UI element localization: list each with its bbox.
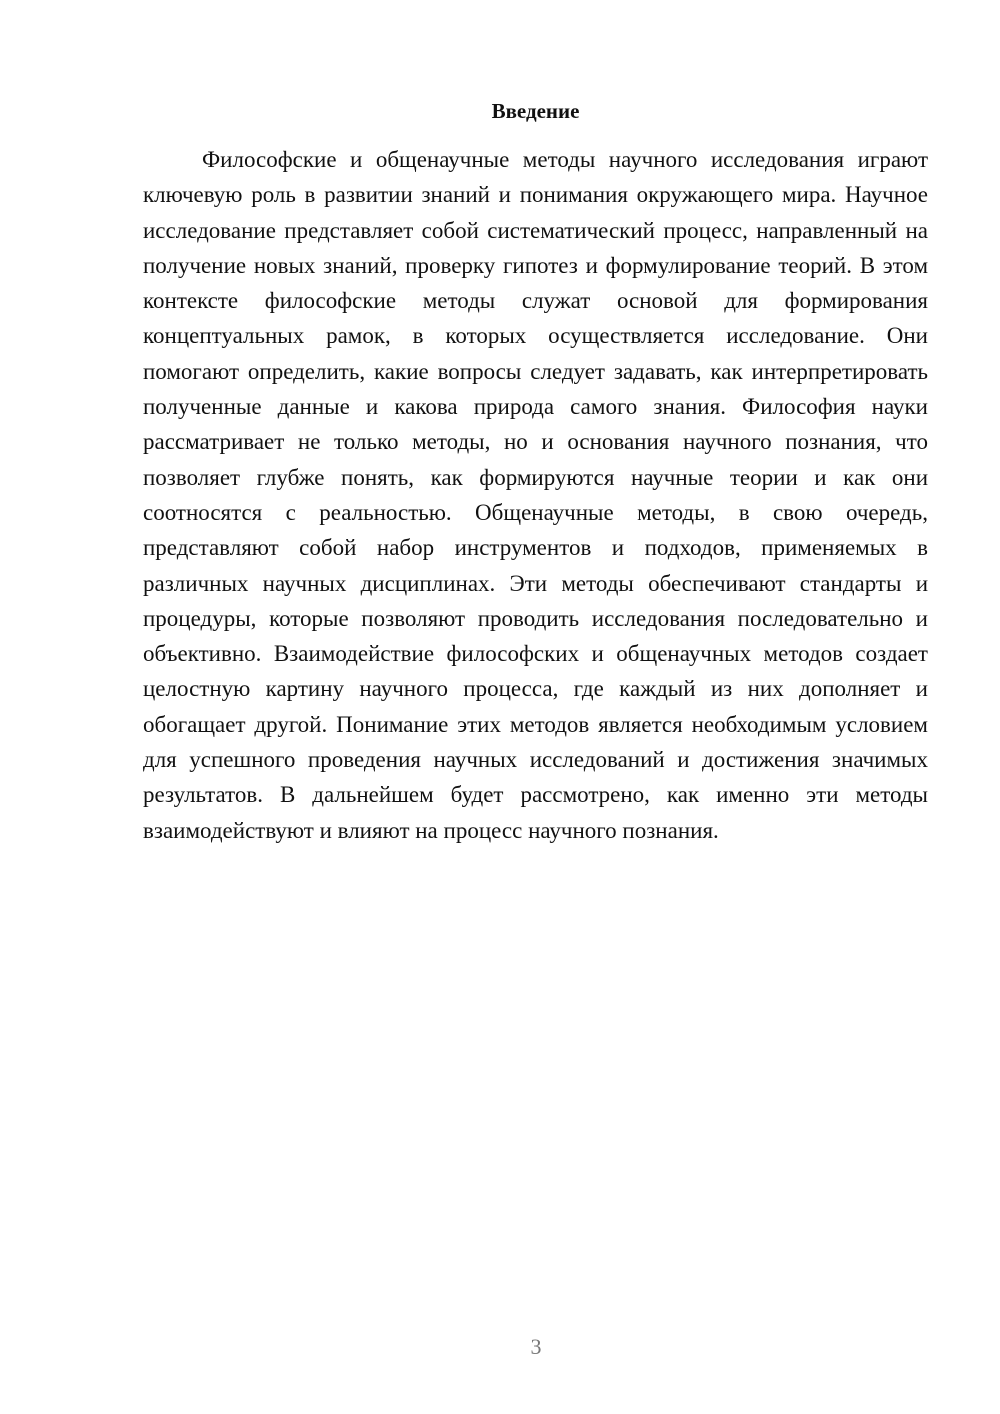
section-heading: Введение xyxy=(491,99,580,123)
body-paragraph: Философские и общенаучные методы научного исследования играют ключевую роль в развитии знаний и понимания окружающего мира. Научное исследование представляет собой систематический процесс, направленный на получение новых знаний, проверку гипотез и формулирование теорий. В этом контексте философские методы служат основой для формирования концептуальных рамок, в которых осуществляется исследование. Они помогают определить, какие вопросы следует задавать, как интерпретировать полученные данные и какова природа самого знания. Философия науки рассматривает не только методы, но и основания научного познания, что позволяет глубже понять, как формируются научные теории и как они соотносятся с реальностью. Общенаучные методы, в свою очередь, представляют собой набор инструментов и подходов, применяемых в различных научных дисциплинах. Эти методы обеспечивают стандарты и процедуры, которые позволяют проводить исследования последовательно и объективно. Взаимодействие философских и общенаучных методов создает целостную картину научного процесса, где каждый из них дополняет и обогащает другой. Понимание этих методов является необходимым условием для успешного проведения научных исследований и достижения значимых результатов. В дальнейшем будет рассмотрено, как именно эти методы взаимодействуют и влияют на процесс научного познания. xyxy=(143,147,928,843)
page-number: 3 xyxy=(530,1334,542,1359)
